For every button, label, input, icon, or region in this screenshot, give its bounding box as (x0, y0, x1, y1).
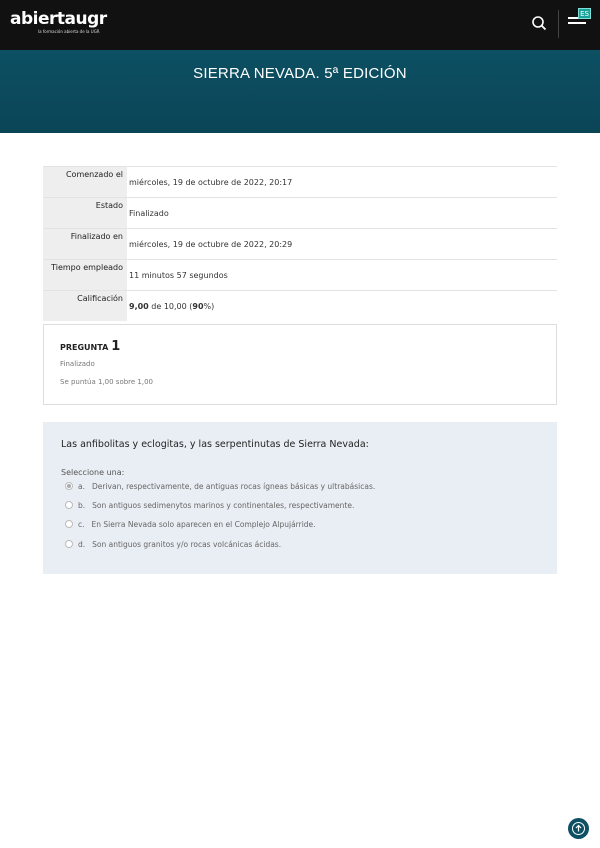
grade-mid: de 10,00 ( (148, 301, 193, 311)
summary-value: miércoles, 19 de octubre de 2022, 20:29 (129, 239, 293, 249)
answer-option-c[interactable] (65, 520, 316, 532)
answer-letter: b. (78, 501, 86, 510)
answer-option-a[interactable] (65, 482, 375, 494)
summary-label: Comenzado el (43, 167, 127, 198)
navbar-divider (558, 10, 559, 38)
summary-label: Calificación (43, 291, 127, 322)
summary-row (43, 167, 557, 198)
question-text: Las anfibolitas y eclogitas, y las serpentinutas de Sierra Nevada: (61, 439, 369, 450)
question-number (60, 339, 120, 354)
question-state: Finalizado (60, 360, 95, 368)
radio-icon[interactable] (65, 540, 73, 548)
top-navbar (0, 0, 600, 50)
summary-label: Finalizado en (43, 229, 127, 260)
answer-letter: c. (78, 520, 85, 529)
arrow-up-icon (568, 818, 589, 839)
answer-prompt: Seleccione una: (61, 468, 125, 477)
question-number-value: 1 (111, 339, 121, 354)
question-label: PREGUNTA (60, 343, 109, 352)
question-content (43, 422, 557, 574)
summary-label: Tiempo empleado (43, 260, 127, 291)
course-header (0, 50, 600, 133)
radio-icon[interactable] (65, 520, 73, 528)
summary-label: Estado (43, 198, 127, 229)
grade-percent: 90 (192, 301, 204, 311)
question-info-box (43, 324, 557, 405)
grade-end: %) (203, 301, 215, 311)
question-grade: Se puntúa 1,00 sobre 1,00 (60, 378, 154, 386)
answer-text: Derivan, respectivamente, de antiguas rocas ígneas básicas y ultrabásicas. (91, 482, 376, 491)
attempt-summary-table (43, 166, 557, 321)
grade-score: 9,00 (129, 301, 149, 311)
answer-text: Son antiguos granitos y/o rocas volcánicas ácidas. (92, 540, 282, 549)
language-badge[interactable]: ES (578, 8, 591, 19)
answer-option-d[interactable] (65, 540, 281, 552)
answer-text: Son antiguos sedimenytos marinos y continentales, respectivamente. (92, 501, 355, 510)
search-icon[interactable] (531, 15, 547, 31)
summary-row (43, 198, 557, 229)
summary-value: Finalizado (129, 208, 169, 218)
summary-grade (127, 291, 557, 322)
radio-selected-icon[interactable] (65, 482, 73, 490)
back-to-top-button[interactable] (568, 818, 589, 839)
answer-option-b[interactable] (65, 501, 354, 513)
summary-row (43, 291, 557, 322)
radio-icon[interactable] (65, 501, 73, 509)
course-title: SIERRA NEVADA. 5ª EDICIÓN (193, 65, 407, 82)
site-logo[interactable] (10, 9, 107, 35)
logo-subtitle: la formación abierta de la UGR (38, 29, 100, 34)
answer-letter: a. (78, 482, 85, 491)
summary-row (43, 260, 557, 291)
summary-row (43, 229, 557, 260)
logo-text: abiertaugr (10, 9, 107, 29)
summary-value: miércoles, 19 de octubre de 2022, 20:17 (129, 177, 293, 187)
answer-text: En Sierra Nevada solo aparecen en el Complejo Alpujárride. (91, 520, 316, 529)
summary-value: 11 minutos 57 segundos (129, 270, 228, 280)
answer-letter: d. (78, 540, 86, 549)
